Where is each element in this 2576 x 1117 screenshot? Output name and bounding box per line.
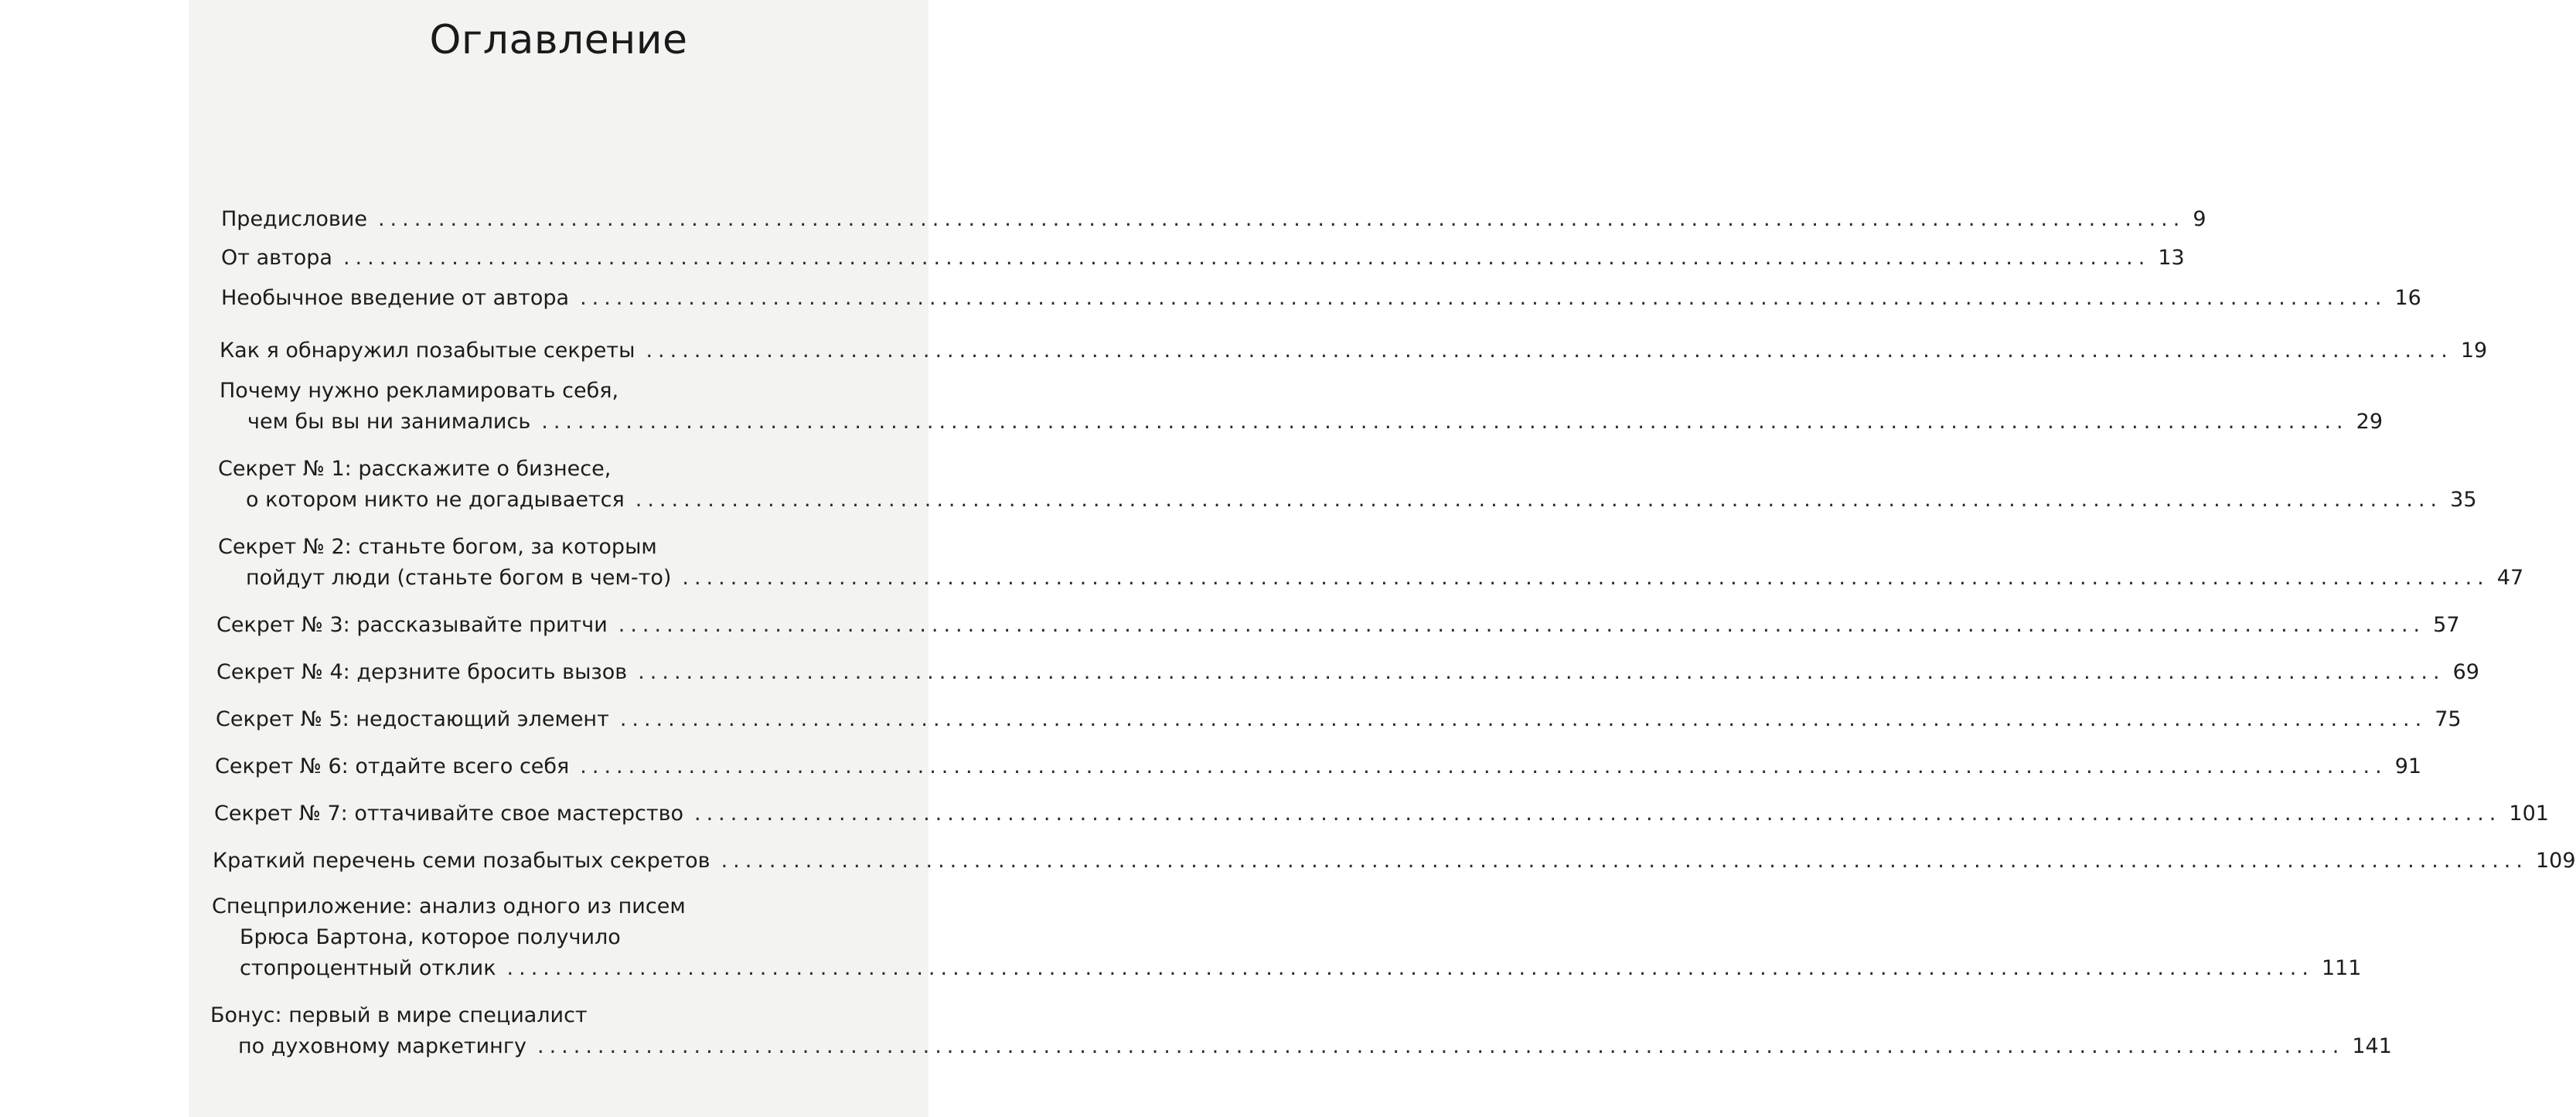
- dot-leader: ......................................................................................................................................................: [619, 707, 2428, 731]
- toc-entry-title: Секрет № 7: оттачивайте свое мастерство: [214, 802, 684, 826]
- toc-page-number: 19: [2460, 339, 2488, 363]
- toc-entry-title: стопроцентный отклик: [240, 956, 496, 980]
- dot-leader: ......................................................................................................................................................: [541, 410, 2349, 434]
- toc-entry-title: Секрет № 1: расскажите о бизнесе,: [218, 457, 612, 481]
- toc-entry-title: о котором никто не догадывается: [246, 488, 625, 512]
- dot-leader: ......................................................................................................................................................: [646, 339, 2453, 363]
- toc-entry-title: Необычное введение от автора: [221, 286, 570, 310]
- toc-page-number: 47: [2496, 566, 2524, 590]
- toc-page-number: 16: [2394, 286, 2421, 310]
- toc-entry-title: Как я обнаружил позабытые секреты: [220, 339, 635, 363]
- toc-page-number: 101: [2509, 802, 2549, 826]
- toc-entry-title: Краткий перечень семи позабытых секретов: [213, 849, 710, 873]
- dot-leader: ......................................................................................................................................................: [635, 488, 2443, 512]
- toc-page-number: 75: [2435, 707, 2462, 731]
- dot-leader: ......................................................................................................................................................: [506, 956, 2314, 980]
- dot-leader: ......................................................................................................................................................: [618, 613, 2426, 637]
- toc-entry-title: От автора: [221, 246, 332, 270]
- dot-leader: ......................................................................................................................................................: [638, 660, 2445, 684]
- page-title: Оглавление: [429, 17, 688, 63]
- toc-page-number: 9: [2193, 207, 2206, 231]
- toc-page-number: 35: [2450, 488, 2477, 512]
- toc-entry-title: Секрет № 4: дерзните бросить вызов: [216, 660, 628, 684]
- toc-page-number: 69: [2452, 660, 2479, 684]
- toc-page-number: 109: [2535, 849, 2576, 873]
- toc-entry-title: Секрет № 5: недостающий элемент: [216, 707, 609, 731]
- toc-page-number: 91: [2394, 754, 2422, 778]
- toc-entry-title: Спецприложение: анализ одного из писем: [212, 894, 686, 918]
- toc-entry-title: Бонус: первый в мире специалист: [210, 1003, 588, 1027]
- toc-page-number: 29: [2356, 410, 2383, 434]
- toc-entry-title: Брюса Бартона, которое получило: [240, 925, 621, 949]
- toc-page-number: 13: [2158, 246, 2185, 270]
- dot-leader: ......................................................................................................................................................: [694, 802, 2502, 826]
- toc-entry-title: Секрет № 2: станьте богом, за которым: [218, 535, 657, 559]
- toc-entry-title: по духовному маркетингу: [238, 1034, 526, 1058]
- dot-leader: ......................................................................................................................................................: [721, 849, 2528, 873]
- toc-entry-title: пойдут люди (станьте богом в чем-то): [246, 566, 672, 590]
- dot-leader: ......................................................................................................................................................: [342, 246, 2151, 270]
- toc-page-number: 141: [2352, 1034, 2392, 1058]
- dot-leader: ......................................................................................................................................................: [682, 566, 2489, 590]
- dot-leader: ......................................................................................................................................................: [580, 286, 2387, 310]
- book-page: [189, 0, 2576, 1117]
- dot-leader: ......................................................................................................................................................: [537, 1034, 2345, 1058]
- toc-entry-title: Предисловие: [221, 207, 367, 231]
- toc-page-number: 57: [2433, 613, 2460, 637]
- toc-page-number: 111: [2321, 956, 2362, 980]
- toc-entry-title: чем бы вы ни занимались: [247, 410, 531, 434]
- dot-leader: ......................................................................................................................................................: [377, 207, 2186, 231]
- dot-leader: ......................................................................................................................................................: [580, 754, 2387, 778]
- toc-entry-title: Секрет № 3: рассказывайте притчи: [216, 613, 608, 637]
- toc-entry-title: Почему нужно рекламировать себя,: [220, 379, 619, 403]
- toc-entry-title: Секрет № 6: отдайте всего себя: [215, 754, 570, 778]
